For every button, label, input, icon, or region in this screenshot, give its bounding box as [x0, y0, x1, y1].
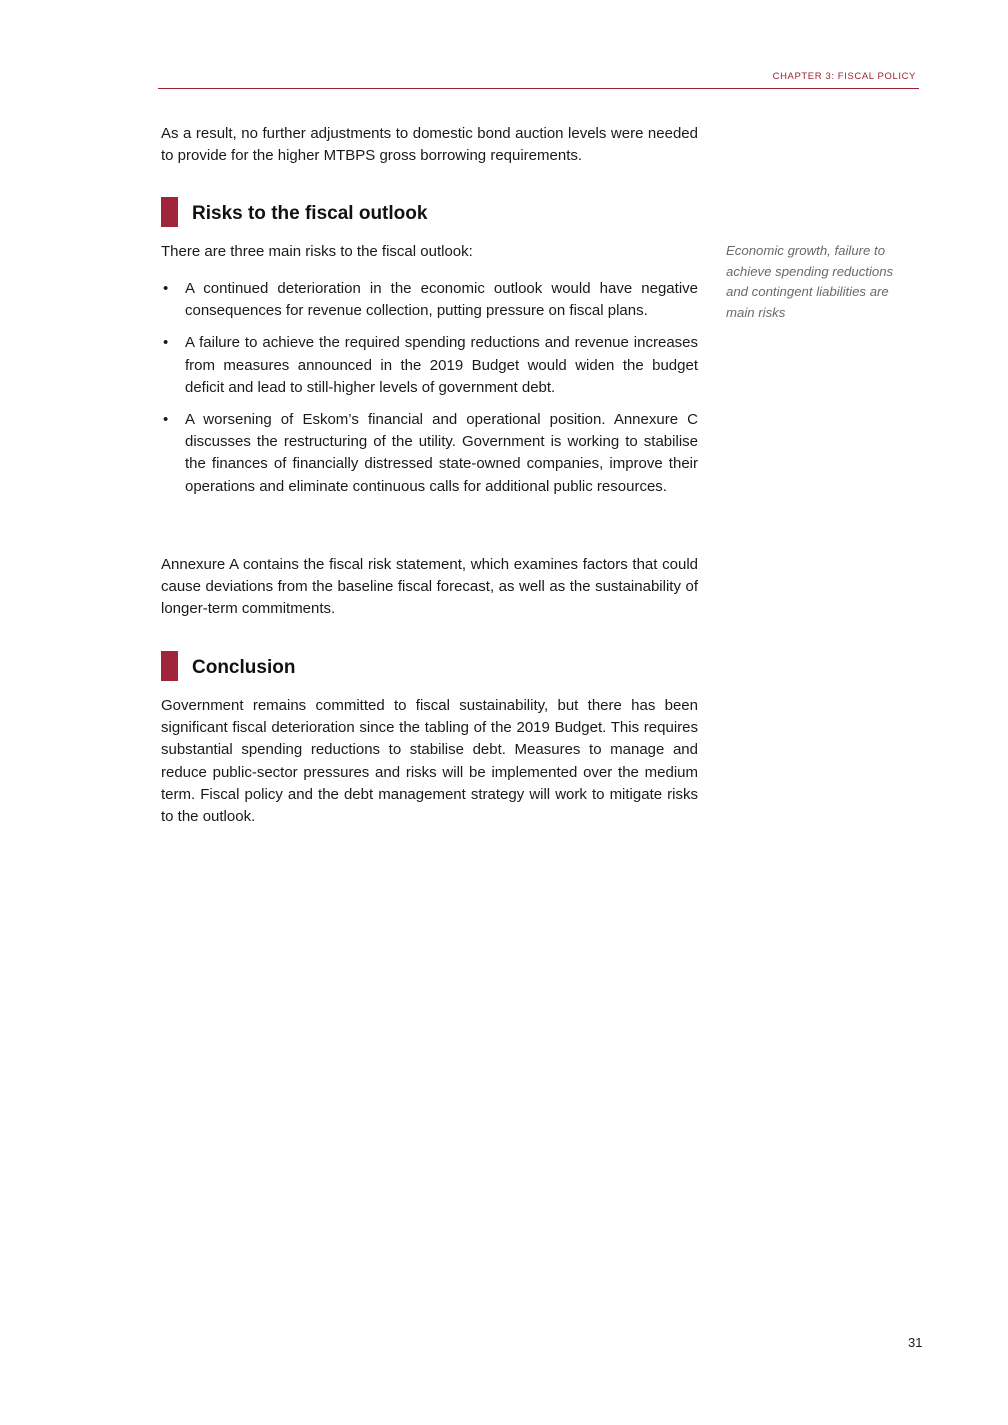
section-title-risks: Risks to the fiscal outlook [192, 203, 428, 224]
bullet-text: A continued deterioration in the economic outlook would have negative consequences for revenue collection, putting pressure on fiscal plans. [185, 280, 698, 320]
list-item [161, 409, 698, 498]
risks-intro-paragraph: There are three main risks to the fiscal outlook: [161, 243, 473, 260]
bullet-icon: • [163, 334, 169, 352]
list-item [161, 332, 698, 399]
bullet-text: A worsening of Eskom’s financial and operational position. Annexure C discusses the restructuring of the utility. Government is working to stabilise the finances of financially distressed state-owned companies, improve their operations and eliminate continuous calls for additional public resources. [185, 411, 698, 495]
bullet-icon: • [163, 411, 169, 429]
section-title-conclusion: Conclusion [192, 657, 296, 678]
section-marker [161, 197, 178, 227]
section-marker [161, 651, 178, 681]
bullet-text: A failure to achieve the required spending reductions and revenue increases from measures announced in the 2019 Budget would widen the budget deficit and lead to still-higher levels of government debt. [185, 334, 698, 396]
list-item [161, 278, 698, 322]
margin-note: Economic growth, failure to achieve spending reductions and contingent liabilities are main risks [726, 243, 894, 320]
chapter-label: CHAPTER 3: FISCAL POLICY [772, 71, 916, 82]
risks-bullet-list [161, 278, 698, 508]
page-number: 31 [908, 1335, 923, 1350]
page-header [158, 68, 919, 89]
conclusion-paragraph: Government remains committed to fiscal sustainability, but there has been significant fiscal deterioration since the tabling of the 2019 Budget. This requires substantial spending reductions to stabilise debt. Measures to manage and reduce public-sector pressures and risks will be implemented over the medium term. Fiscal policy and the debt management strategy will work to mitigate risks to the outlook. [161, 697, 698, 826]
bullet-icon: • [163, 280, 169, 297]
annexure-paragraph: Annexure A contains the fiscal risk statement, which examines factors that could cause deviations from the baseline fiscal forecast, as well as the sustainability of longer-term commitments. [161, 556, 698, 618]
intro-paragraph: As a result, no further adjustments to domestic bond auction levels were needed to provide for the higher MTBPS gross borrowing requirements. [161, 125, 698, 165]
